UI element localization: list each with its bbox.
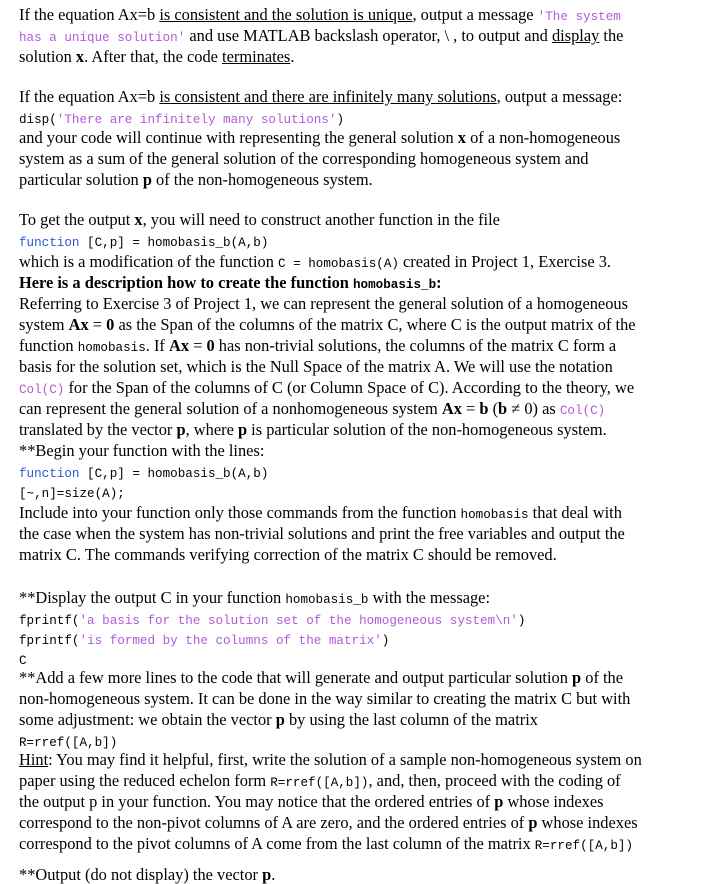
code-span: [C,p] = homobasis_b(A,b) [79, 467, 269, 481]
text-span: correspond to the non-pivot columns of A are zero, and the ordered entries of [19, 813, 529, 832]
text-span: display [551, 26, 600, 45]
text-span: = [88, 315, 107, 334]
text-line [19, 669, 623, 687]
text-line [19, 546, 557, 564]
text-span: terminates [222, 47, 291, 66]
text-span: , and, then, proceed with the coding of [368, 771, 621, 790]
text-span: p [528, 813, 538, 832]
text-span: Ax [441, 399, 462, 418]
text-span: matrix C. The commands verifying correction of the matrix C should be removed. [19, 545, 557, 564]
text-line [19, 814, 638, 832]
text-span: , output a message [412, 5, 538, 24]
code-span: disp( [19, 113, 57, 127]
text-span: x [134, 210, 143, 229]
text-line [19, 274, 442, 294]
text-span: , output a message: [496, 87, 623, 106]
text-span: b [498, 399, 508, 418]
text-span: 0 [206, 336, 215, 355]
code-span: C = homobasis(A) [278, 257, 399, 271]
text-span: and your code will continue with representing the general solution [19, 128, 458, 147]
text-span: p [572, 668, 582, 687]
text-span: . [271, 865, 276, 884]
text-span: which is a modification of the function [19, 252, 279, 271]
text-line [19, 442, 264, 460]
text-span: solution [19, 47, 76, 66]
code-span: Col(C) [559, 404, 606, 418]
text-span: the output p in your function. You may notice that the ordered entries of [19, 792, 495, 811]
text-span: non-homogeneous system. It can be done in the way similar to creating the matrix C but with [19, 689, 631, 708]
code-span: R=rref([A,b]) [534, 839, 633, 853]
code-span: 'There are infinitely many solutions' [56, 113, 337, 127]
text-span: : You may find it helpful, first, write the solution of a sample non-homogeneous system on [48, 750, 642, 769]
code-span: ) [336, 113, 344, 127]
text-span: ( [488, 399, 499, 418]
text-line [19, 171, 373, 189]
text-line [19, 129, 620, 147]
text-line [19, 150, 588, 168]
text-span: with the message: [368, 588, 491, 607]
text-span: basis for the solution set, which is the Null Space of the matrix A. We will use the notation [19, 357, 613, 376]
text-span: p [494, 792, 504, 811]
text-line [19, 253, 611, 273]
text-span: of the non-homogeneous system. [151, 170, 373, 189]
code-span: C [19, 654, 27, 668]
text-line [19, 109, 344, 129]
text-span: p [275, 710, 285, 729]
text-span: , you will need to construct another function in the file [142, 210, 500, 229]
text-span: is consistent and the solution is unique [159, 5, 413, 24]
text-span: function [19, 336, 78, 355]
code-span: ) [517, 614, 526, 628]
text-line [19, 525, 625, 543]
text-line [19, 211, 500, 229]
text-span: paper using the reduced echelon form [19, 771, 271, 790]
text-span: created in Project 1, Exercise 3. [398, 252, 612, 271]
text-line [19, 690, 630, 708]
code-span: homobasis [77, 341, 146, 355]
text-span: translated by the vector [19, 420, 177, 439]
text-line [19, 793, 604, 811]
text-span: **Display the output C in your function [19, 588, 286, 607]
text-span: ≠ 0) as [507, 399, 560, 418]
text-span: whose indexes [537, 813, 638, 832]
text-span: Ax [168, 336, 190, 355]
text-span: of the [581, 668, 624, 687]
code-span: fprintf( [19, 614, 80, 628]
text-line [19, 483, 125, 503]
text-span: p [176, 420, 186, 439]
text-span: the [599, 26, 624, 45]
text-span: the case when the system has non-trivial solutions and print the free variables and output the [19, 524, 625, 543]
code-span: function [19, 236, 80, 250]
code-span: R=rref([A,b]) [19, 736, 118, 750]
text-span: To get the output [19, 210, 135, 229]
text-span: b [479, 399, 489, 418]
text-line [19, 772, 621, 792]
text-line [19, 358, 613, 376]
code-span: 'The system [537, 10, 621, 24]
code-span: 'is formed by the columns of the matrix' [79, 634, 382, 648]
text-span: **Begin your function with the lines: [19, 441, 265, 460]
text-line [19, 232, 268, 252]
text-span: by using the last column of the matrix [284, 710, 538, 729]
text-span: Include into your function only those commands from the function [19, 503, 461, 522]
text-line [19, 6, 621, 26]
text-span: is consistent and there are infinitely many solutions [159, 87, 497, 106]
text-span: whose indexes [503, 792, 604, 811]
text-span: Here is a description how to create the function [19, 273, 353, 292]
text-line [19, 504, 622, 524]
text-line [19, 866, 275, 884]
text-span: **Add a few more lines to the code that will generate and output particular solution [19, 668, 573, 687]
text-span: is particular solution of the non-homogeneous system. [247, 420, 607, 439]
text-span: Hint [19, 750, 49, 769]
text-line [19, 711, 538, 729]
code-span: has a unique solution' [19, 31, 186, 45]
text-span: If the equation Ax=b [19, 87, 160, 106]
text-line [19, 751, 642, 769]
text-span: : [436, 273, 442, 292]
text-line [19, 630, 389, 650]
text-line [19, 316, 636, 334]
text-line [19, 835, 633, 855]
text-span: . After that, the code [84, 47, 223, 66]
text-span: , where [185, 420, 238, 439]
text-line [19, 421, 607, 439]
code-span: fprintf( [19, 634, 80, 648]
text-span: p [262, 865, 272, 884]
text-span: 0 [106, 315, 115, 334]
text-line [19, 650, 27, 670]
text-line [19, 589, 490, 609]
text-span: that deal with [528, 503, 622, 522]
text-span: x [457, 128, 466, 147]
code-span: [C,p] = homobasis_b(A,b) [79, 236, 269, 250]
text-span: as the Span of the columns of the matrix C, where C is the output matrix of the [114, 315, 636, 334]
text-span: of a non-homogeneous [466, 128, 621, 147]
text-span: some adjustment: we obtain the vector [19, 710, 276, 729]
text-span: . [290, 47, 295, 66]
text-span: Ax [68, 315, 89, 334]
text-span: has non-trivial solutions, the columns of the matrix C form a [214, 336, 617, 355]
text-line [19, 88, 622, 106]
text-span: = [461, 399, 480, 418]
text-span: x [75, 47, 85, 66]
text-span: p [142, 170, 152, 189]
text-line [19, 48, 294, 66]
text-span: If the equation Ax=b [19, 5, 160, 24]
text-span: p [237, 420, 248, 439]
text-span: and use MATLAB backslash operator, \ , to output and [185, 26, 552, 45]
text-line [19, 337, 616, 357]
text-line [19, 732, 117, 752]
text-line [19, 463, 268, 483]
text-line [19, 295, 628, 313]
text-span: correspond to the pivot columns of A come from the last column of the matrix [19, 834, 535, 853]
text-span: system [19, 315, 69, 334]
text-span: Referring to Exercise 3 of Project 1, we can represent the general solution of a homogeneous [19, 294, 628, 313]
text-span: particular solution [19, 170, 143, 189]
code-span: [~,n]=size(A); [19, 487, 125, 501]
text-line [19, 379, 634, 399]
code-span: Col(C) [19, 383, 65, 397]
text-span: for the Span of the columns of C (or Column Space of C). According to the theory, we [64, 378, 635, 397]
text-line [19, 400, 605, 420]
text-line [19, 610, 525, 630]
text-span: = [189, 336, 207, 355]
text-span: can represent the general solution of a nonhomogeneous system [19, 399, 442, 418]
code-span: ) [381, 634, 390, 648]
text-span: **Output (do not display) the vector [19, 865, 263, 884]
code-span: homobasis_b [285, 593, 369, 607]
code-span: function [19, 467, 80, 481]
text-span: . If [145, 336, 169, 355]
code-span: R=rref([A,b]) [270, 776, 369, 790]
text-line [19, 27, 623, 47]
code-span: homobasis [460, 508, 529, 522]
code-span: homobasis_b [353, 278, 437, 292]
text-span: system as a sum of the general solution of the corresponding homogeneous system and [19, 149, 589, 168]
code-span: 'a basis for the solution set of the homogeneous system\n' [79, 614, 518, 628]
